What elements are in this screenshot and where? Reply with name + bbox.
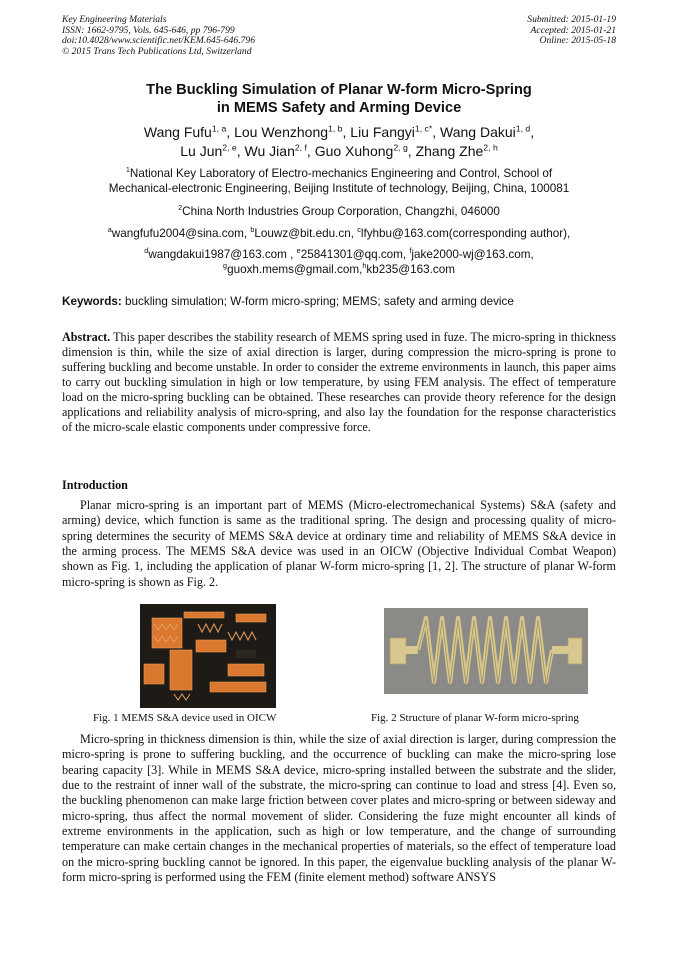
figure-1-caption: Fig. 1 MEMS S&A device used in OICW [93, 712, 277, 724]
author-sup: 2, g [393, 142, 408, 153]
email-sup: e [296, 246, 301, 256]
fig2-left-bar [404, 646, 418, 654]
author-line-1: Wang Fufu$^{1, a}$, Lou Wenzhong$^{1, b}$, Liu Fangyi$^{1, c*}$, Wang Dakui$^{1, d}$, [143, 123, 535, 140]
author-name: Wang Dakui [440, 124, 516, 140]
figure-2-w-spring-image [384, 608, 588, 694]
affiliation-sup: 2 [178, 203, 183, 213]
author-name: Lou Wenzhong [234, 124, 329, 140]
email-line-1 [62, 226, 616, 241]
author-name: Zhang Zhe [415, 143, 484, 159]
affiliation-line: National Key Laboratory of Electro-mechanics Engineering and Control, School of [129, 167, 553, 180]
email-a: wangfufu2004@sina.com, [111, 227, 251, 240]
abstract [62, 330, 616, 435]
affiliation-1 [62, 166, 616, 196]
doi-line: doi:10.4028/www.scientific.net/KEM.645-646.796 [62, 35, 256, 47]
email-c: lfyhbu@163.com(corresponding author), [360, 227, 571, 240]
fig1-slider-top [152, 618, 182, 648]
email-line-2 [62, 247, 616, 262]
submitted-date: Submitted: 2015-01-19 [527, 14, 616, 25]
fig1-mid-block [196, 640, 226, 652]
author-name: Lu Jun [180, 143, 223, 159]
fig2-right-anchor [568, 638, 582, 664]
fig1-dark-slot [236, 650, 256, 658]
abstract-text: This paper describes the stability research of MEMS spring used in fuze. The micro-spring in thickness dimension is thin, while the size of axial direction is larger, during compression the micro-spring is prone to suffering buckling and become unstable. In order to consider the extreme environments in launch, this paper aims to carry out buckling simulation in high or low temperature, by using FEM analysis. The effect of temperature load on the micro-spring buckling can be obtained. These researches can provide theory reference for the design applications and reliability analysis of micro-spring, and also lay the foundation for the response characteristics of the micro-scale elastic components under compressive force. [62, 330, 616, 435]
affiliation-sup: 1 [125, 165, 130, 175]
email-g: guoxh.mems@gmail.com, [227, 263, 363, 276]
email-sup: b [250, 225, 255, 235]
intro-paragraph-2: Micro-spring in thickness dimension is thin, while the size of axial direction is larger, during compression the micro-spring is prone to suffering buckling, and the occurrence of buckling can make the micro-spring lose bearing capacity [3]. While in MEMS S&A device, micro-spring installed between the substrate and the slider, due to the restraint of inner wall of the substrate, the micro-spring can continue to load and stress [4]. Even so, the buckling phenomenon can make large friction between cover plates and micro-spring or between sideway and micro-spring, thus affect the normal movement of slider. Considering the fuze might encounter all kinds of extreme environments in the application, such as high or low temperature, and the change of surrounding temperature can make certain changes in the mechanical properties of materials, so the effect of temperature load on the micro-spring buckling cannot be ignored. In this paper, the eigenvalue buckling analysis of the planar W-form micro-spring is performed using the FEM (finite element method) software ANSYS [62, 732, 616, 885]
intro-paragraph-1: Planar micro-spring is an important part of MEMS (Micro-electromechanical Systems) S&A (safety and arming) device, which function is same as the traditional spring. The design and processing quality of micro-spring determines the security of MEMS S&A device at ordinary time and reliability of MEMS S&A device in the arming process. The MEMS S&A device was used in an OICW (Objective Individual Combat Weapon) shown as Fig. 1, including the application of planar W-form micro-spring [1, 2]. The structure of planar W-form micro-spring is shown as Fig. 2. [62, 498, 616, 589]
author-sup: 1, c* [414, 123, 433, 134]
email-h: kb235@163.com [366, 263, 455, 276]
author-sup: 2, h [483, 142, 498, 153]
author-name: Guo Xuhong [314, 143, 394, 159]
email-list [62, 226, 616, 277]
copyright-line: © 2015 Trans Tech Publications Ltd, Switzerland [62, 45, 252, 57]
journal-name: Key Engineering Materials [62, 14, 167, 25]
journal-header-right [527, 15, 616, 47]
fig1-bottom-block [228, 664, 264, 676]
figure-2-caption: Fig. 2 Structure of planar W-form micro-spring [371, 712, 579, 724]
email-sup: a [107, 225, 112, 235]
title-line-2: in MEMS Safety and Arming Device [216, 99, 462, 116]
email-sup: c [357, 225, 361, 235]
fig1-left-pad [144, 664, 164, 684]
online-date: Online: 2015-05-18 [539, 35, 616, 47]
abstract-label: Abstract. [62, 330, 111, 344]
email-sup: g [223, 261, 228, 271]
author-name: Wu Jian [244, 143, 295, 159]
accepted-date: Accepted: 2015-01-21 [530, 24, 616, 36]
email-d: wangdakui1987@163.com , [148, 248, 297, 261]
keywords-label: Keywords: [62, 295, 122, 308]
fig2-right-bar [552, 646, 570, 654]
email-e: 25841301@qq.com, [300, 248, 410, 261]
affiliation-line: China North Industries Group Corporation, Changzhi, 046000 [182, 205, 500, 218]
author-name: Liu Fangyi [350, 124, 415, 140]
title-line-1: The Buckling Simulation of Planar W-form Micro-Spring [146, 82, 532, 98]
author-sup: 1, b [328, 123, 343, 134]
email-sup: h [362, 261, 367, 271]
journal-header-left [62, 15, 255, 57]
keywords-text: buckling simulation; W-form micro-spring; MEMS; safety and arming device [121, 295, 514, 308]
fig1-lower-plate [210, 682, 266, 692]
affiliation-line: Mechanical-electronic Engineering, Beijing Institute of technology, Beijing, China, 100081 [108, 182, 570, 195]
author-list [62, 123, 616, 161]
email-f: jake2000-wj@163.com, [411, 248, 534, 261]
fig2-left-anchor [390, 638, 406, 664]
author-sup: 1, a [211, 123, 227, 134]
figure-1-mems-device-image [140, 604, 276, 708]
email-sup: f [409, 246, 412, 256]
email-sup: d [144, 246, 149, 256]
paper-title [62, 82, 616, 117]
fig1-frame-bar [184, 612, 224, 618]
keywords [62, 295, 616, 308]
author-sup: 2, e [222, 142, 237, 153]
affiliation-2 [62, 204, 616, 219]
author-sup: 2, f [294, 142, 307, 153]
fig1-slider-block [170, 650, 192, 690]
author-name: Wang Fufu [143, 124, 212, 140]
author-line-2: Lu Jun$^{2, e}$, Wu Jian$^{2, f}$, Guo Xuhong$^{2, g}$, Zhang Zhe$^{2, h}$ [180, 142, 498, 159]
fig1-frame-right [236, 614, 266, 622]
email-b: Louwz@bit.edu.cn, [254, 227, 358, 240]
section-heading-introduction: Introduction [62, 478, 128, 492]
email-line-3 [62, 262, 616, 277]
issn-line: ISSN: 1662-9795, Vols. 645-646, pp 796-799 [62, 24, 235, 36]
author-sup: 1, d [515, 123, 531, 134]
